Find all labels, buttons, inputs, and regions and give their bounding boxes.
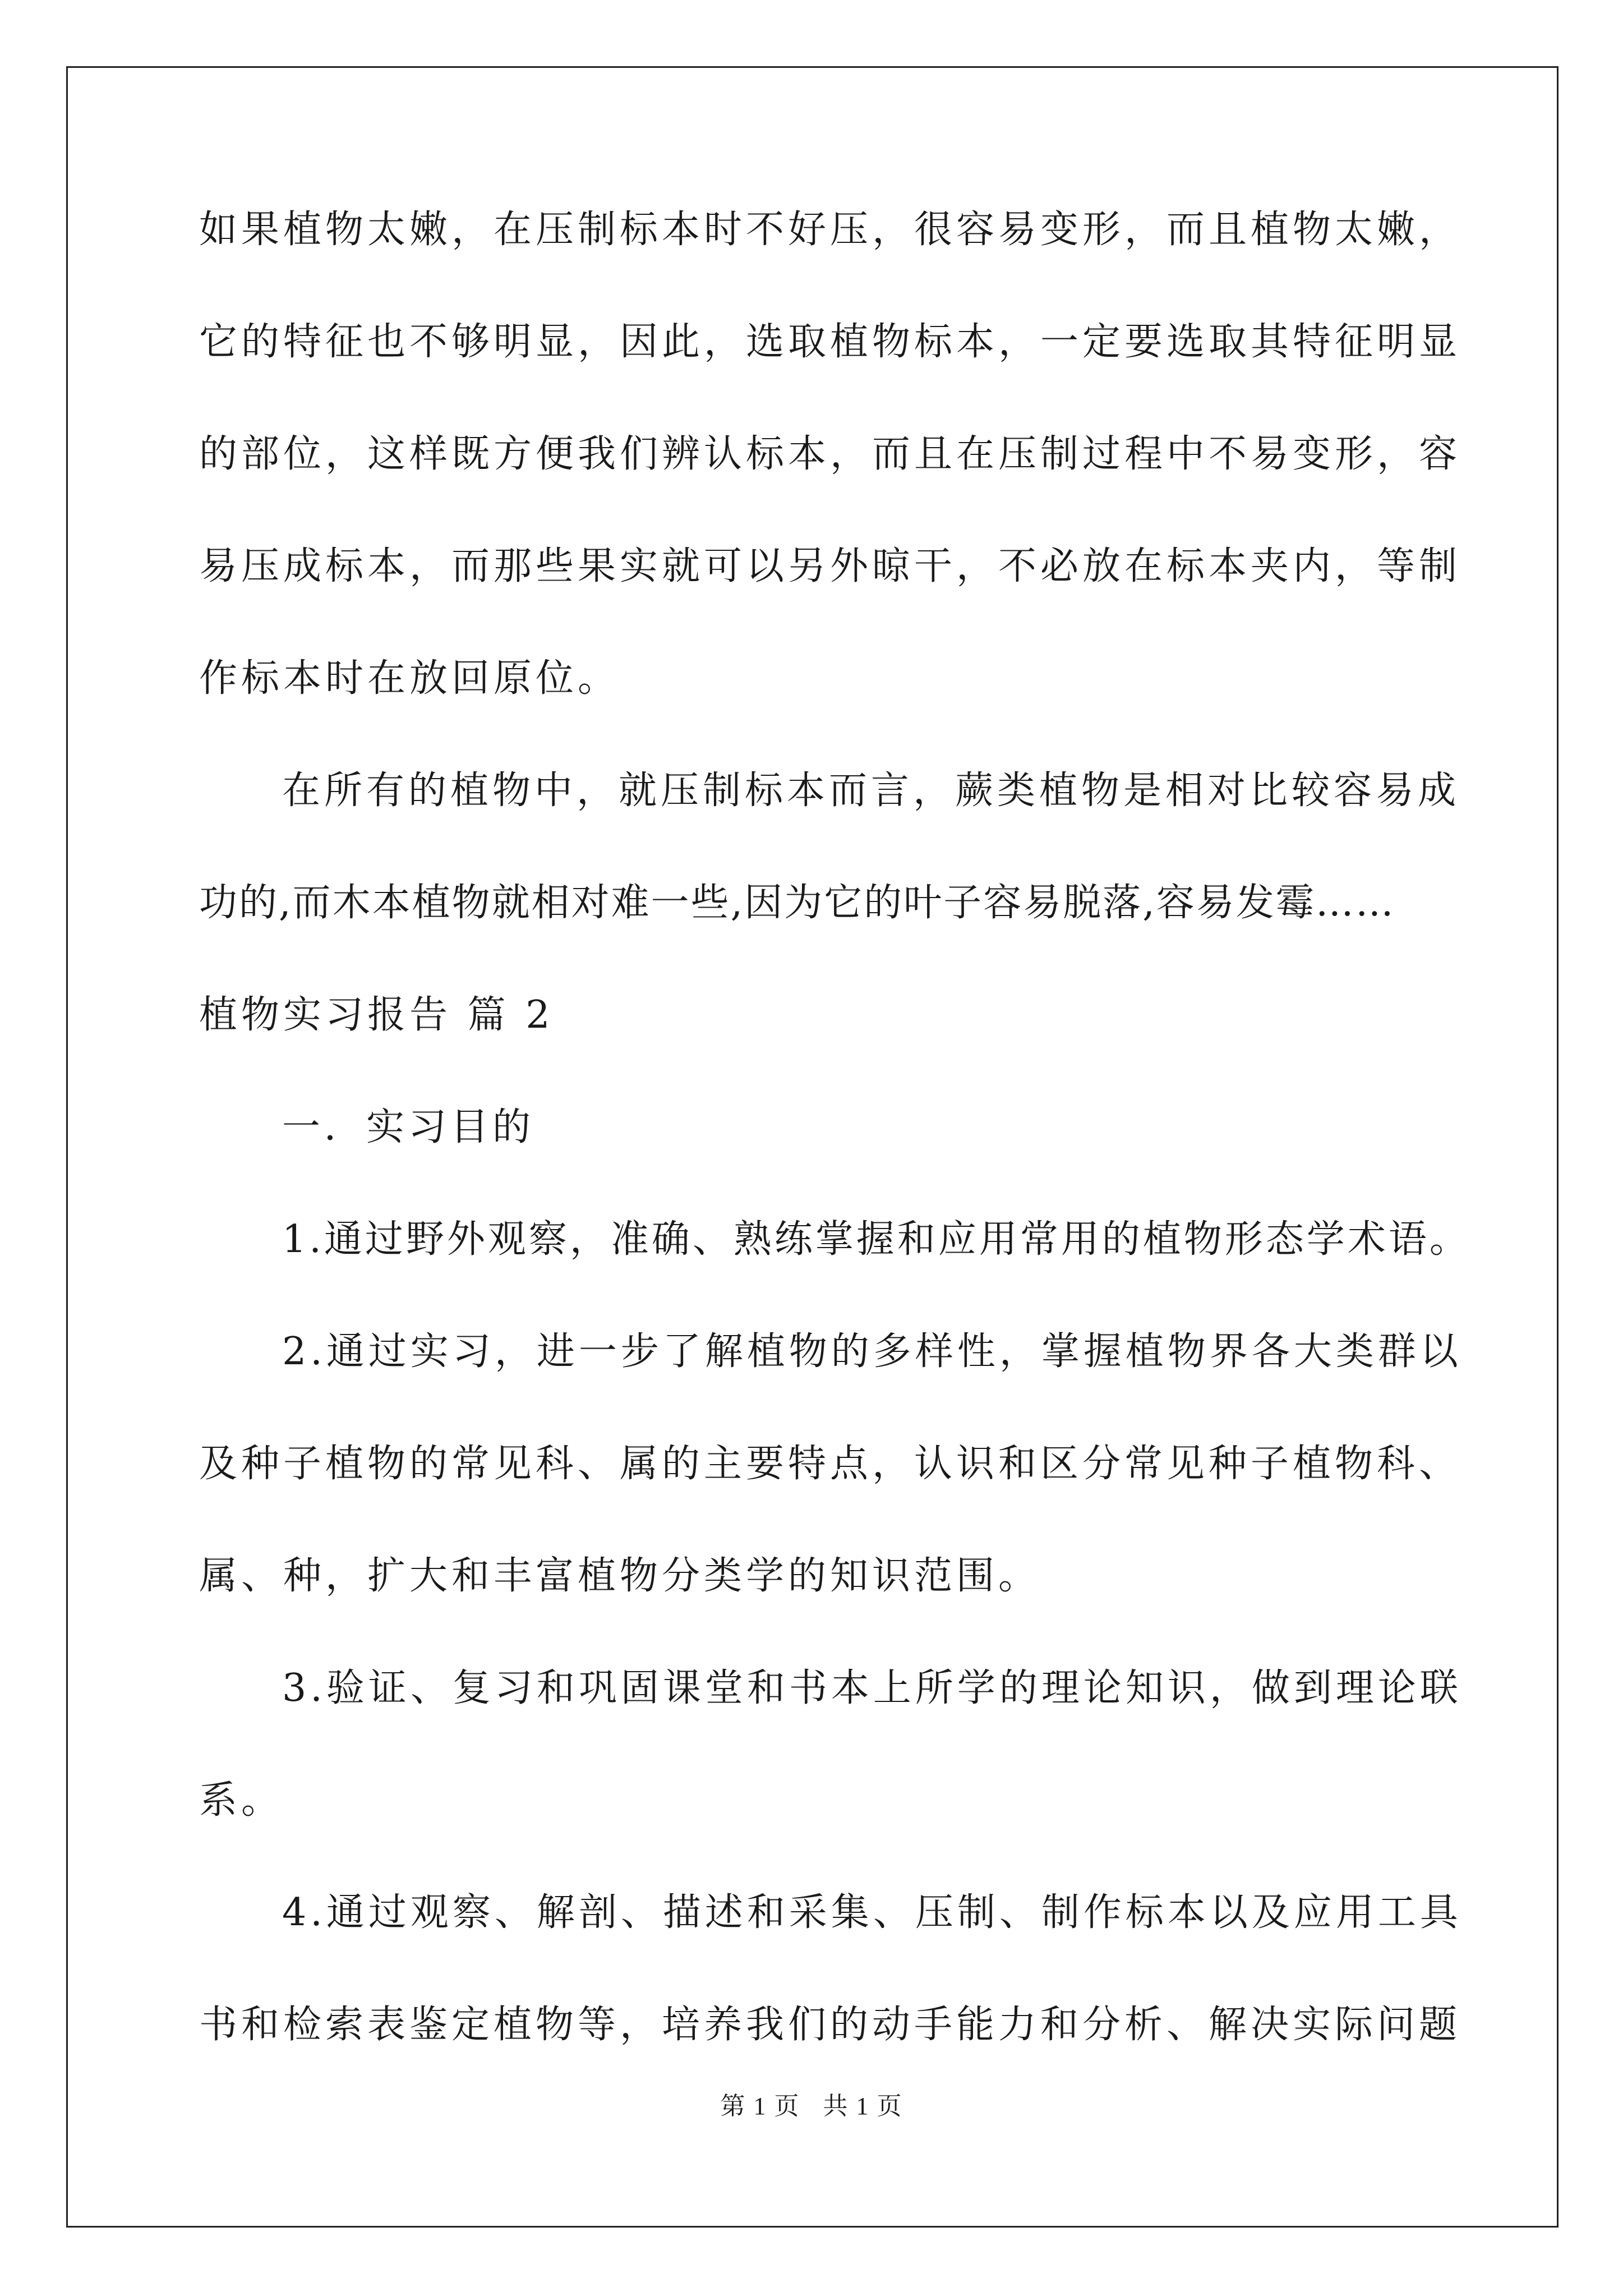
body-text-line: 属、种，扩大和丰富植物分类学的知识范围。 bbox=[199, 1554, 1041, 1598]
body-text-line: 易压成标本，而那些果实就可以另外晾干，不必放在标本夹内，等制 bbox=[199, 544, 1461, 588]
page-number: 第 1 页 bbox=[720, 2092, 800, 2120]
page-total: 共 1 页 bbox=[823, 2092, 903, 2120]
body-text-line: 书和检索表鉴定植物等，培养我们的动手能力和分析、解决实际问题 bbox=[199, 2003, 1461, 2047]
list-item: 1.通过野外观察，准确、熟练掌握和应用常用的植物形态学术语。 bbox=[282, 1217, 1470, 1262]
subsection-heading: 一．实习目的 bbox=[282, 1105, 535, 1149]
section-heading: 植物实习报告 篇 2 bbox=[199, 993, 554, 1037]
body-text-line: 作标本时在放回原位。 bbox=[199, 656, 620, 701]
list-item: 3.验证、复习和巩固课堂和书本上所学的理论知识，做到理论联 bbox=[282, 1666, 1462, 1710]
page-footer bbox=[0, 2086, 1623, 2122]
body-text-line: 如果植物太嫩，在压制标本时不好压，很容易变形，而且植物太嫩， bbox=[199, 208, 1461, 252]
body-text-line: 功的,而木本植物就相对难一些,因为它的叶子容易脱落,容易发霉…… bbox=[199, 881, 1395, 925]
body-text-line: 它的特征也不够明显，因此，选取植物标本，一定要选取其特征明显 bbox=[199, 320, 1461, 364]
paragraph-first-line: 在所有的植物中，就压制标本而言，蕨类植物是相对比较容易成 bbox=[282, 769, 1460, 813]
body-text-line: 系。 bbox=[199, 1778, 284, 1823]
body-text-line: 及种子植物的常见科、属的主要特点，认识和区分常见种子植物科、 bbox=[199, 1442, 1461, 1486]
body-text-line: 的部位，这样既方便我们辨认标本，而且在压制过程中不易变形，容 bbox=[199, 432, 1461, 476]
list-item: 2.通过实习，进一步了解植物的多样性，掌握植物界各大类群以 bbox=[282, 1329, 1462, 1374]
list-item: 4.通过观察、解剖、描述和采集、压制、制作标本以及应用工具 bbox=[282, 1890, 1462, 1935]
